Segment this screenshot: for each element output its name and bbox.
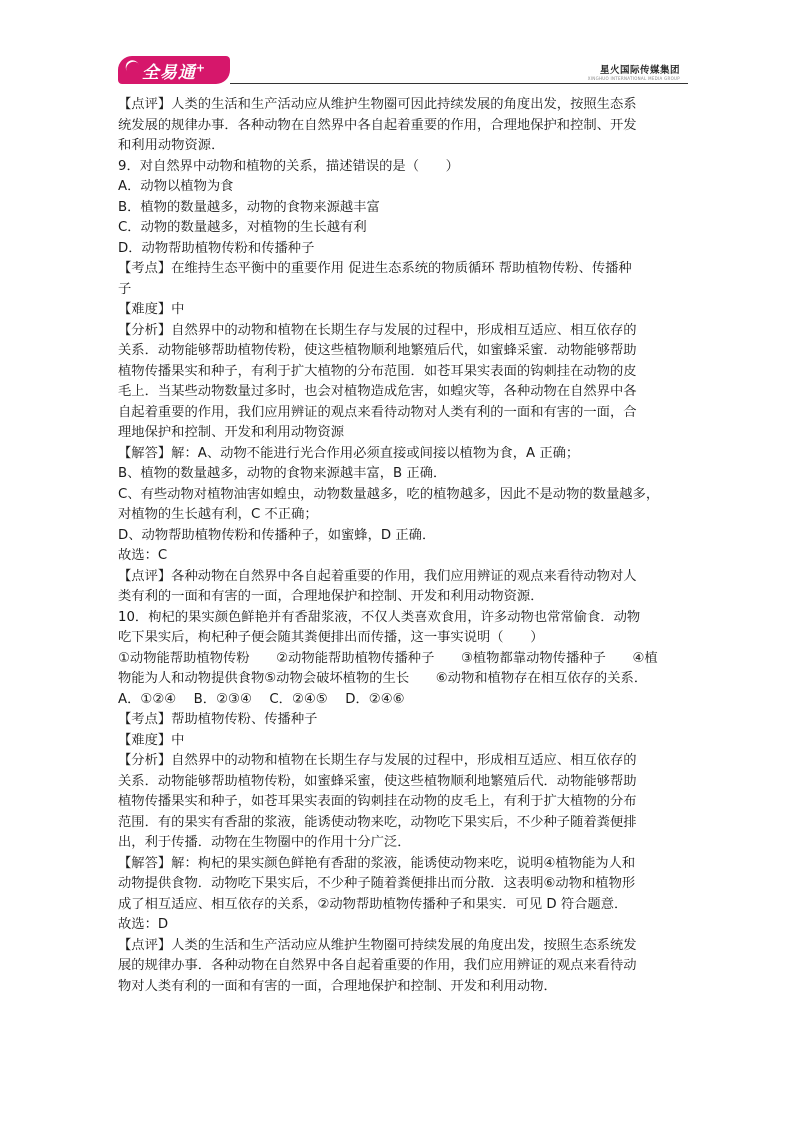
logo — [118, 56, 230, 84]
document-body — [118, 95, 692, 997]
text-line: D．动物帮助植物传粉和传播种子 — [118, 240, 315, 256]
company-mark — [588, 62, 680, 81]
text-line: 【解答】解：枸杞的果实颜色鲜艳有香甜的浆液，能诱使动物来吃，说明④植物能为人和 — [118, 855, 636, 871]
text-line: 【点评】人类的生活和生产活动应从维护生物圈可因此持续发展的角度出发，按照生态系 — [118, 97, 637, 112]
text-line: C、有些动物对植物油害如蝗虫，动物数量越多，吃的植物越多，因此不是动物的数量越多， — [118, 486, 660, 502]
text-line: 理地保护和控制、开发和利用动物资源 — [118, 425, 345, 440]
text-line: 【难度】中 — [118, 732, 185, 748]
text-line: 物对人类有利的一面和有害的一面，合理地保护和控制、开发和利用动物． — [118, 978, 557, 994]
logo-text: 全易通+ — [141, 60, 207, 83]
text-line: 【解答】解：A、动物不能进行光合作用必须直接或间接以植物为食，A 正确； — [118, 445, 580, 461]
text-line: 关系．动物能够帮助植物传粉，如蜜蜂采蜜，使这些植物顺利地繁殖后代．动物能够帮助 — [118, 773, 637, 789]
text-line: A．①②④ B．②③④ C．②④⑤ D．②④⑥ — [118, 691, 405, 707]
text-line: 10．枸杞的果实颜色鲜艳并有香甜浆液，不仅人类喜欢食用，许多动物也常常偷食．动物 — [118, 609, 641, 625]
company-name: 星火国际传媒集团 — [599, 65, 680, 76]
text-line: 自起着重要的作用，我们应用辨证的观点来看待动物对人类有利的一面和有害的一面，合 — [118, 404, 637, 420]
text-line: 【分析】自然界中的动物和植物在长期生存与发展的过程中，形成相互适应、相互依存的 — [118, 753, 637, 768]
text-line: 和利用动物资源． — [118, 138, 225, 153]
text-line: 9．对自然界中动物和植物的关系，描述错误的是（ ） — [118, 158, 459, 174]
text-line: 子 — [118, 281, 132, 297]
company-subtitle: XINGHUO INTERNATIONAL MEDIA GROUP — [587, 76, 680, 81]
text-line: 毛上．当某些动物数量过多时，也会对植物造成危害，如蝗灾等，各种动物在自然界中各 — [118, 384, 637, 399]
text-line: 类有利的一面和有害的一面，合理地保护和控制、开发和利用动物资源． — [118, 589, 544, 604]
text-line: 范围．有的果实有香甜的浆液，能诱使动物来吃，动物吃下果实后，不少种子随着粪便排 — [118, 814, 637, 830]
text-line: D、动物帮助植物传粉和传播种子，如蜜蜂，D 正确． — [118, 527, 436, 543]
text-line: ①动物能帮助植物传粉 ②动物能帮助植物传播种子 ③植物都靠动物传播种子 ④植 — [118, 650, 658, 666]
header-divider — [230, 83, 688, 84]
text-line: 吃下果实后，枸杞种子便会随其粪便排出而传播，这一事实说明（ ） — [118, 630, 544, 645]
text-line: 对植物的生长越有利，C 不正确； — [118, 507, 318, 522]
text-line: 【点评】各种动物在自然界中各自起着重要的作用，我们应用辨证的观点来看待动物对人 — [118, 568, 637, 584]
page-header — [118, 56, 688, 86]
text-line: 出，利于传播．动物在生物圈中的作用十分广泛． — [118, 835, 411, 850]
text-line: 【考点】帮助植物传粉、传播种子 — [118, 712, 318, 727]
text-line: 故选：D — [118, 917, 169, 932]
text-line: 【点评】人类的生活和生产活动应从维护生物圈可持续发展的角度出发，按照生态系统发 — [118, 937, 637, 953]
text-line: A．动物以植物为食 — [118, 179, 234, 194]
text-line: 【难度】中 — [118, 302, 185, 317]
text-line: 动物提供食物．动物吃下果实后，不少种子随着粪便排出而分散．这表明⑥动物和植物形 — [118, 876, 636, 891]
text-line: 植物传播果实和种子，如苍耳果实表面的钩刺挂在动物的皮毛上，有利于扩大植物的分布 — [118, 794, 637, 809]
text-line: B、植物的数量越多，动物的食物来源越丰富，B 正确． — [118, 466, 447, 481]
text-line: 成了相互适应、相互依存的关系，②动物帮助植物传播种子和果实．可见 D 符合题意． — [118, 896, 628, 912]
text-line: 物能为人和动物提供食物⑤动物会破坏植物的生长 ⑥动物和植物存在相互依存的关系． — [118, 671, 648, 686]
text-line: 展的规律办事．各种动物在自然界中各自起着重要的作用，我们应用辨证的观点来看待动 — [118, 958, 637, 973]
text-line: B．植物的数量越多，动物的食物来源越丰富 — [118, 199, 380, 215]
text-line: C．动物的数量越多，对植物的生长越有利 — [118, 220, 367, 235]
swoosh-icon — [123, 58, 143, 79]
text-line: 故选：C — [118, 548, 168, 563]
text-line: 【分析】自然界中的动物和植物在长期生存与发展的过程中，形成相互适应、相互依存的 — [118, 322, 637, 338]
text-line: 关系．动物能够帮助植物传粉，使这些植物顺利地繁殖后代，如蜜蜂采蜜．动物能够帮助 — [118, 343, 637, 358]
text-line: 【考点】在维持生态平衡中的重要作用 促进生态系统的物质循环 帮助植物传粉、传播种 — [118, 261, 632, 276]
text-line: 统发展的规律办事．各种动物在自然界中各自起着重要的作用，合理地保护和控制、开发 — [118, 117, 637, 133]
text-line: 植物传播果实和种子，有利于扩大植物的分布范围．如苍耳果实表面的钩刺挂在动物的皮 — [118, 363, 637, 379]
